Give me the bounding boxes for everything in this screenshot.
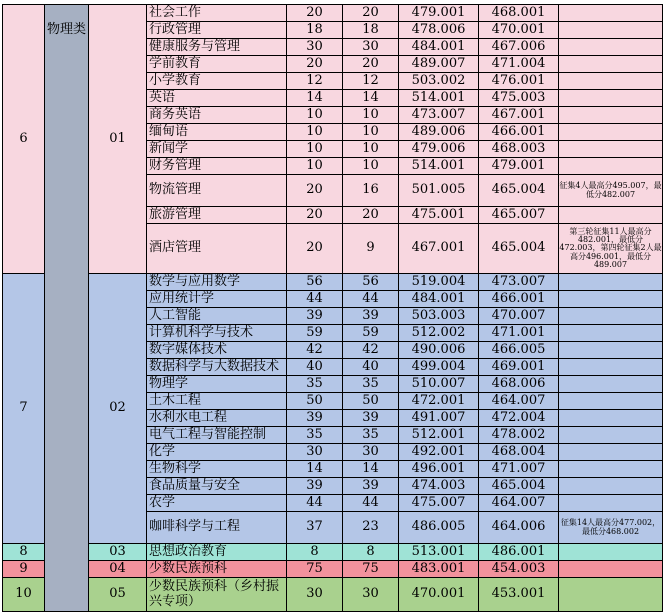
table-row	[3, 561, 663, 578]
major-name-cell: 农学	[147, 495, 287, 512]
remark-cell	[559, 444, 663, 461]
min-score-cell: 464.006	[479, 512, 559, 544]
max-score-cell: 501.005	[399, 175, 479, 207]
max-score-cell: 503.003	[399, 308, 479, 325]
major-name-cell: 食品质量与安全	[147, 478, 287, 495]
min-score-cell: 471.001	[479, 325, 559, 342]
max-score-cell: 514.001	[399, 158, 479, 175]
major-name-cell: 数字媒体技术	[147, 342, 287, 359]
group-code-cell: 02	[89, 274, 147, 544]
major-name-cell: 英语	[147, 90, 287, 107]
min-score-cell: 464.007	[479, 495, 559, 512]
major-name-cell: 缅甸语	[147, 124, 287, 141]
major-name-cell: 化学	[147, 444, 287, 461]
remark-cell	[559, 141, 663, 158]
major-name-cell: 应用统计学	[147, 291, 287, 308]
admitted-count-cell: 44	[343, 291, 399, 308]
group-seq-cell: 6	[3, 5, 45, 274]
major-name-cell: 新闻学	[147, 141, 287, 158]
plan-count-cell: 35	[287, 376, 343, 393]
max-score-cell: 484.001	[399, 39, 479, 56]
min-score-cell: 478.002	[479, 427, 559, 444]
plan-count-cell: 50	[287, 393, 343, 410]
admitted-count-cell: 39	[343, 308, 399, 325]
max-score-cell: 519.004	[399, 274, 479, 291]
admitted-count-cell: 10	[343, 158, 399, 175]
admitted-count-cell: 10	[343, 124, 399, 141]
min-score-cell: 470.001	[479, 22, 559, 39]
max-score-cell: 514.001	[399, 90, 479, 107]
admitted-count-cell: 39	[343, 410, 399, 427]
min-score-cell: 465.004	[479, 478, 559, 495]
admitted-count-cell: 75	[343, 561, 399, 578]
group-seq-cell: 9	[3, 561, 45, 578]
table-row	[3, 578, 663, 612]
admitted-count-cell: 40	[343, 359, 399, 376]
min-score-cell: 465.004	[479, 224, 559, 274]
plan-count-cell: 59	[287, 325, 343, 342]
remark-cell	[559, 427, 663, 444]
plan-count-cell: 44	[287, 495, 343, 512]
major-name-cell: 思想政治教育	[147, 544, 287, 561]
remark-cell	[559, 274, 663, 291]
remark-cell	[559, 73, 663, 90]
plan-count-cell: 30	[287, 578, 343, 612]
remark-cell	[559, 124, 663, 141]
remark-cell	[559, 544, 663, 561]
plan-count-cell: 44	[287, 291, 343, 308]
remark-cell	[559, 578, 663, 612]
admitted-count-cell: 9	[343, 224, 399, 274]
min-score-cell: 468.001	[479, 5, 559, 22]
admitted-count-cell: 14	[343, 90, 399, 107]
admitted-count-cell: 42	[343, 342, 399, 359]
min-score-cell: 454.003	[479, 561, 559, 578]
min-score-cell: 464.007	[479, 393, 559, 410]
admitted-count-cell: 35	[343, 427, 399, 444]
admitted-count-cell: 39	[343, 478, 399, 495]
max-score-cell: 470.001	[399, 578, 479, 612]
admitted-count-cell: 30	[343, 578, 399, 612]
plan-count-cell: 56	[287, 274, 343, 291]
plan-count-cell: 14	[287, 90, 343, 107]
major-name-cell: 小学教育	[147, 73, 287, 90]
admitted-count-cell: 56	[343, 274, 399, 291]
min-score-cell: 466.001	[479, 124, 559, 141]
major-name-cell: 数学与应用数学	[147, 274, 287, 291]
major-name-cell: 社会工作	[147, 5, 287, 22]
max-score-cell: 483.001	[399, 561, 479, 578]
admitted-count-cell: 30	[343, 444, 399, 461]
max-score-cell: 479.001	[399, 5, 479, 22]
min-score-cell: 468.004	[479, 444, 559, 461]
admitted-count-cell: 10	[343, 107, 399, 124]
max-score-cell: 475.001	[399, 207, 479, 224]
plan-count-cell: 18	[287, 22, 343, 39]
max-score-cell: 475.007	[399, 495, 479, 512]
remark-cell	[559, 56, 663, 73]
min-score-cell: 465.004	[479, 175, 559, 207]
plan-count-cell: 30	[287, 39, 343, 56]
subject-category-cell: 物理类	[45, 5, 89, 612]
group-code-cell: 03	[89, 544, 147, 561]
plan-count-cell: 37	[287, 512, 343, 544]
group-seq-cell: 7	[3, 274, 45, 544]
max-score-cell: 473.007	[399, 107, 479, 124]
remark-cell	[559, 561, 663, 578]
max-score-cell: 510.007	[399, 376, 479, 393]
max-score-cell: 503.002	[399, 73, 479, 90]
admitted-count-cell: 20	[343, 207, 399, 224]
plan-count-cell: 40	[287, 359, 343, 376]
plan-count-cell: 39	[287, 478, 343, 495]
min-score-cell: 453.001	[479, 578, 559, 612]
max-score-cell: 478.006	[399, 22, 479, 39]
plan-count-cell: 20	[287, 207, 343, 224]
admitted-count-cell: 59	[343, 325, 399, 342]
remark-cell	[559, 359, 663, 376]
admission-score-table	[2, 4, 663, 612]
major-name-cell: 物理学	[147, 376, 287, 393]
remark-cell	[559, 5, 663, 22]
min-score-cell: 468.006	[479, 376, 559, 393]
min-score-cell: 473.007	[479, 274, 559, 291]
max-score-cell: 486.005	[399, 512, 479, 544]
major-name-cell: 生物科学	[147, 461, 287, 478]
admitted-count-cell: 50	[343, 393, 399, 410]
remark-cell	[559, 107, 663, 124]
major-name-cell: 土木工程	[147, 393, 287, 410]
admitted-count-cell: 16	[343, 175, 399, 207]
major-name-cell: 行政管理	[147, 22, 287, 39]
min-score-cell: 472.004	[479, 410, 559, 427]
group-code-cell: 04	[89, 561, 147, 578]
admitted-count-cell: 18	[343, 22, 399, 39]
remark-cell	[559, 39, 663, 56]
remark-cell	[559, 410, 663, 427]
min-score-cell: 476.001	[479, 73, 559, 90]
group-code-cell: 01	[89, 5, 147, 274]
major-name-cell: 学前教育	[147, 56, 287, 73]
plan-count-cell: 10	[287, 124, 343, 141]
major-name-cell: 健康服务与管理	[147, 39, 287, 56]
admitted-count-cell: 8	[343, 544, 399, 561]
max-score-cell: 474.003	[399, 478, 479, 495]
remark-cell	[559, 291, 663, 308]
remark-cell	[559, 376, 663, 393]
min-score-cell: 467.001	[479, 107, 559, 124]
max-score-cell: 467.001	[399, 224, 479, 274]
major-name-cell: 咖啡科学与工程	[147, 512, 287, 544]
max-score-cell: 496.001	[399, 461, 479, 478]
remark-cell	[559, 308, 663, 325]
min-score-cell: 466.005	[479, 342, 559, 359]
remark-cell	[559, 207, 663, 224]
major-name-cell: 财务管理	[147, 158, 287, 175]
group-seq-cell: 10	[3, 578, 45, 612]
table-body	[3, 5, 663, 612]
min-score-cell: 467.006	[479, 39, 559, 56]
major-name-cell: 少数民族预科	[147, 561, 287, 578]
major-name-cell: 旅游管理	[147, 207, 287, 224]
remark-cell: 征集4人最高分495.007，最低分482.007	[559, 175, 663, 207]
min-score-cell: 469.001	[479, 359, 559, 376]
remark-cell	[559, 478, 663, 495]
max-score-cell: 489.006	[399, 124, 479, 141]
plan-count-cell: 20	[287, 175, 343, 207]
admitted-count-cell: 23	[343, 512, 399, 544]
min-score-cell: 475.003	[479, 90, 559, 107]
remark-cell	[559, 158, 663, 175]
remark-cell	[559, 342, 663, 359]
major-name-cell: 商务英语	[147, 107, 287, 124]
admitted-count-cell: 12	[343, 73, 399, 90]
table-row	[3, 274, 663, 291]
min-score-cell: 468.003	[479, 141, 559, 158]
plan-count-cell: 20	[287, 56, 343, 73]
plan-count-cell: 10	[287, 107, 343, 124]
major-name-cell: 电气工程与智能控制	[147, 427, 287, 444]
max-score-cell: 490.006	[399, 342, 479, 359]
max-score-cell: 513.001	[399, 544, 479, 561]
plan-count-cell: 8	[287, 544, 343, 561]
admitted-count-cell: 30	[343, 39, 399, 56]
max-score-cell: 489.007	[399, 56, 479, 73]
plan-count-cell: 30	[287, 444, 343, 461]
admitted-count-cell: 35	[343, 376, 399, 393]
plan-count-cell: 39	[287, 308, 343, 325]
min-score-cell: 470.007	[479, 308, 559, 325]
max-score-cell: 484.001	[399, 291, 479, 308]
group-code-cell: 05	[89, 578, 147, 612]
plan-count-cell: 20	[287, 224, 343, 274]
plan-count-cell: 35	[287, 427, 343, 444]
major-name-cell: 人工智能	[147, 308, 287, 325]
min-score-cell: 479.001	[479, 158, 559, 175]
major-name-cell: 酒店管理	[147, 224, 287, 274]
max-score-cell: 479.006	[399, 141, 479, 158]
plan-count-cell: 75	[287, 561, 343, 578]
plan-count-cell: 10	[287, 158, 343, 175]
major-name-cell: 少数民族预科（乡村振兴专项）	[147, 578, 287, 612]
remark-cell	[559, 90, 663, 107]
max-score-cell: 499.004	[399, 359, 479, 376]
min-score-cell: 466.001	[479, 291, 559, 308]
remark-cell	[559, 325, 663, 342]
major-name-cell: 计算机科学与技术	[147, 325, 287, 342]
min-score-cell: 465.007	[479, 207, 559, 224]
plan-count-cell: 12	[287, 73, 343, 90]
group-seq-cell: 8	[3, 544, 45, 561]
admitted-count-cell: 20	[343, 56, 399, 73]
remark-cell	[559, 461, 663, 478]
table-row	[3, 544, 663, 561]
admitted-count-cell: 10	[343, 141, 399, 158]
plan-count-cell: 39	[287, 410, 343, 427]
remark-cell	[559, 393, 663, 410]
min-score-cell: 471.007	[479, 461, 559, 478]
admitted-count-cell: 44	[343, 495, 399, 512]
admitted-count-cell: 14	[343, 461, 399, 478]
major-name-cell: 物流管理	[147, 175, 287, 207]
remark-cell: 征集14人最高分477.002，最低分468.002	[559, 512, 663, 544]
max-score-cell: 491.007	[399, 410, 479, 427]
max-score-cell: 492.001	[399, 444, 479, 461]
min-score-cell: 486.001	[479, 544, 559, 561]
max-score-cell: 512.002	[399, 325, 479, 342]
major-name-cell: 数据科学与大数据技术	[147, 359, 287, 376]
max-score-cell: 512.001	[399, 427, 479, 444]
remark-cell	[559, 495, 663, 512]
plan-count-cell: 10	[287, 141, 343, 158]
plan-count-cell: 42	[287, 342, 343, 359]
plan-count-cell: 14	[287, 461, 343, 478]
max-score-cell: 472.001	[399, 393, 479, 410]
plan-count-cell: 20	[287, 5, 343, 22]
remark-cell: 第三轮征集11人最高分482.001，最低分472.003，第四轮征集2人最高分496.001，最低分489.007	[559, 224, 663, 274]
min-score-cell: 471.004	[479, 56, 559, 73]
admitted-count-cell: 20	[343, 5, 399, 22]
major-name-cell: 水利水电工程	[147, 410, 287, 427]
remark-cell	[559, 22, 663, 39]
table-row	[3, 5, 663, 22]
